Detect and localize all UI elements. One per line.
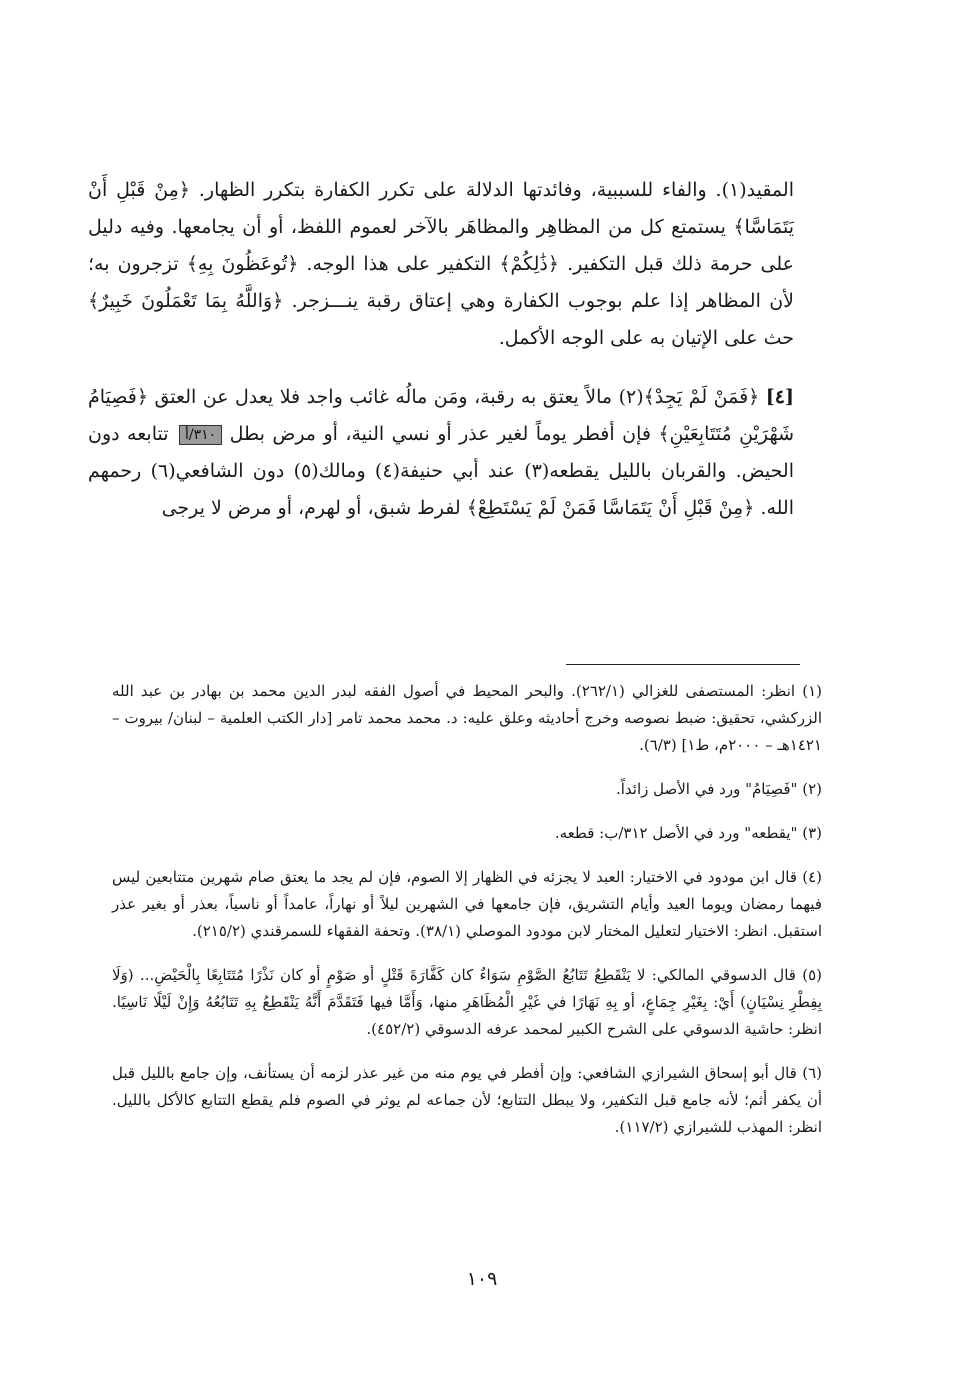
manuscript-page-marker: ٣١٠/أ bbox=[179, 425, 222, 445]
footnote: (٣) "يقطعه" ورد في الأصل ٣١٢/ب: قطعه. bbox=[554, 824, 822, 842]
footnote: (٥) قال الدسوقي المالكي: لا يَنْقَطِعُ تَتَابُعُ الصَّوْمِ سَوَاءٌ كان كَفَّارَةَ قَتْلٍ أو صَوْمٍ أو كان نَذْرًا مُتَتَابِعًا بِالْحَيْضِ... (وَلَا بِفِطْرِ نِسْيَانٍ) أَيْ: بِغَيْرِ جِمَاعٍ، أو بِهِ نَهَارًا في غَيْرِ الْمُظَاهَرِ منها، وَأَمَّا فيها فَتَقَدَّمَ أَنَّهُ يَنْقَطِعُ بِهِ تَتَابُعُهُ وَإِنْ لَيْلًا نَاسِيًا. انظر: حاشية الدسوقي على الشرح الكبير لمحمد عرفه الدسوقي (٤٥٢/٢). bbox=[112, 966, 822, 1038]
section-number: [٤] bbox=[765, 386, 795, 408]
footnote: (٢) "فَصِيَامُ" ورد في الأصل زائداً. bbox=[615, 780, 822, 798]
footnote: (٤) قال ابن مودود في الاختيار: العبد لا يجزئه في الظهار إلا الصوم، فإن لم يجد ما يعتق صام شهرين متتابعين ليس فيهما رمضان ويوما العيد وأيام التشريق، فإن جامعها في الشهرين ليلاً أو نهاراً، عامداً أو ناسياً، بعذر أو بغير عذر استقبل. انظر: الاختيار لتعليل المختار لابن مودود الموصلي (٣٨/١). وتحفة الفقهاء للسمرقندي (٢١٥/٢). bbox=[112, 868, 822, 940]
footnotes bbox=[112, 678, 822, 1158]
paragraph-text: تتابعه دون الحيض. والقربان بالليل يقطعه(٣) عند أبي حنيفة(٤) ومالك(٥) دون الشافعي(٦) رحمهم الله. ﴿مِنْ قَبْلِ أَنْ يَتَمَاسَّا فَمَنْ لَمْ يَسْتَطِعْ﴾ لفرط شبق، أو لهرم، أو مرض لا يرجى bbox=[88, 423, 794, 519]
footnote: (٦) قال أبو إسحاق الشيرازي الشافعي: وإن أفطر في يوم منه من غير عذر لزمه أن يستأنف، وإن جامع بالليل قبل أن يكفر أثم؛ لأنه جامع قبل التكفير، ولا يبطل التتابع؛ لأن جماعه لم يوثر في الصوم فلم يقطع التتابع كالأكل بالليل. انظر: المهذب للشيرازي (١١٧/٢). bbox=[112, 1064, 822, 1136]
footnote: (١) انظر: المستصفى للغزالي (٢٦٢/١). والبحر المحيط في أصول الفقه لبدر الدين محمد بن بهادر بن عبد الله الزركشي، تحقيق: ضبط نصوصه وخرج أحاديثه وعلق عليه: د. محمد محمد تامر [دار الكتب العلمية – لبنان/ بيروت – ١٤٢١هـ – ٢٠٠٠م، ط١] (٦/٣). bbox=[112, 682, 822, 754]
main-text bbox=[88, 172, 794, 527]
paragraph-text: ﴿فَمَنْ لَمْ يَجِدْ﴾(٢) مالاً يعتق به رقبة، ومَن مالُه غائب واجد فلا يعدل عن العتق ﴿فَصِيَامُ شَهْرَيْنِ مُتَتَابِعَيْنِ﴾ فإن أفطر يوماً لغير عذر أو نسي النية، أو مرض بطل bbox=[88, 386, 794, 445]
footnote-separator bbox=[566, 664, 800, 665]
paragraph: المقيد(١). والفاء للسببية، وفائدتها الدلالة على تكرر الكفارة بتكرر الظهار. ﴿مِنْ قَبْلِ أَنْ يَتَمَاسَّا﴾ يستمتع كل من المظاهِر والمظاهَر بالآخر لعموم اللفظ، أو أن يجامعها. وفيه دليل على حرمة ذلك قبل التكفير. ﴿ذَٰلِكُمْ﴾ التكفير على هذا الوجه. ﴿تُوعَظُونَ بِهِ﴾ تزجرون به؛ لأن المظاهر إذا علم بوجوب الكفارة وهي إعتاق رقبة ينـــزجر. ﴿وَاللَّهُ بِمَا تَعْمَلُونَ خَبِيرٌ﴾ حث على الإتيان به على الوجه الأكمل. bbox=[88, 179, 794, 349]
paragraph bbox=[88, 379, 794, 527]
page-number: ١٠٩ bbox=[466, 1268, 498, 1290]
